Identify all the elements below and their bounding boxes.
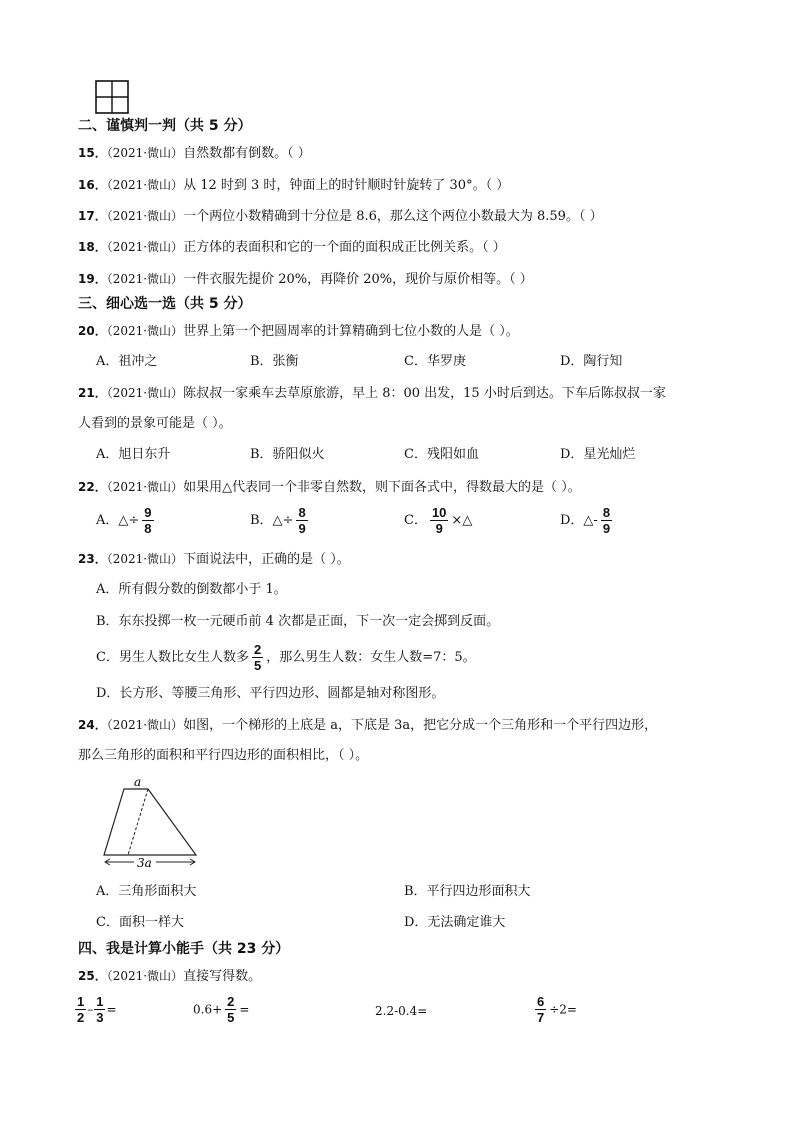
fraction: [225, 994, 236, 1025]
numerator: 2: [253, 642, 262, 657]
question-24: [78, 715, 657, 735]
question-text: 一件衣服先提价 20%，再降价 20%，现价与原价相等。（ ）: [183, 272, 533, 287]
q23-option-a[interactable]: A．所有假分数的倒数都小于 1。: [96, 582, 287, 597]
question-text: 如果用△代表同一个非零自然数，则下面各式中，得数最大的是（ ）。: [183, 480, 581, 495]
q21-option-a[interactable]: A．旭日东升: [96, 447, 171, 462]
q23-option-b[interactable]: B．东东投掷一枚一元硬币前 4 次都是正面，下一次一定会掷到反面。: [96, 614, 500, 629]
question-number: 22．: [78, 480, 107, 494]
denominator: 8: [144, 521, 152, 536]
denominator: 3: [96, 1010, 104, 1025]
q20-option-b[interactable]: B．张衡: [250, 354, 299, 369]
q21-option-b[interactable]: B．骄阳似火: [250, 447, 325, 462]
trapezoid-figure: [98, 775, 208, 875]
fraction: [94, 994, 105, 1025]
calc-item-3: 2.2-0.4=: [375, 1004, 428, 1018]
question-23: [78, 549, 350, 569]
question-text: 直接写得数。: [183, 969, 262, 984]
expr-suffix: ÷2=: [549, 1002, 577, 1017]
fraction: [142, 505, 153, 536]
numerator: 1: [77, 994, 85, 1009]
numerator: 6: [537, 994, 545, 1009]
q21-option-c[interactable]: C．残阳如血: [404, 447, 479, 462]
question-15: [78, 143, 311, 163]
equals-sign: =: [239, 1002, 250, 1017]
trapezoid-shape: [104, 789, 196, 855]
question-source: （2021·微山）: [106, 969, 184, 983]
question-19: [78, 269, 533, 289]
q22-option-b[interactable]: [250, 505, 311, 536]
question-source: （2021·微山）: [106, 178, 184, 192]
numerator: 1: [96, 994, 104, 1009]
question-number: 18．: [78, 240, 107, 254]
option-prefix: B．△÷: [250, 513, 294, 528]
question-text: 世界上第一个把圆周率的计算精确到七位小数的人是（ ）。: [183, 324, 519, 339]
equals-sign: =: [106, 1002, 117, 1017]
fraction: [296, 505, 307, 536]
fraction: [430, 505, 448, 536]
q24-option-d[interactable]: D．无法确定谁大: [404, 915, 506, 930]
section-heading-3: 三、细心选一选（共 5 分）: [78, 296, 252, 312]
q22-option-c[interactable]: [404, 505, 472, 536]
q21-option-d[interactable]: D．星光灿烂: [560, 447, 636, 462]
option-prefix: A．△÷: [96, 513, 140, 528]
denominator: 9: [602, 521, 611, 536]
question-number: 24．: [78, 718, 107, 732]
question-17: [78, 206, 603, 226]
question-24-continued: 那么三角形的面积和平行四边形的面积相比，（ ）。: [78, 748, 369, 763]
label-bottom-3a: 3a: [137, 856, 152, 870]
q20-option-a[interactable]: A．祖冲之: [96, 354, 158, 369]
question-number: 17．: [78, 209, 107, 223]
q24-option-b[interactable]: B．平行四边形面积大: [404, 884, 531, 899]
numerator: 8: [602, 505, 611, 520]
option-prefix: C．男生人数比女生人数多: [96, 650, 249, 665]
q23-option-c[interactable]: [96, 642, 476, 673]
question-number: 19．: [78, 272, 107, 286]
grid-box-icon: [95, 80, 129, 114]
question-source: （2021·微山）: [106, 480, 184, 494]
denominator: 9: [435, 521, 443, 536]
question-source: （2021·微山）: [106, 552, 184, 566]
option-prefix: C．: [404, 513, 427, 528]
denominator: 2: [77, 1010, 85, 1025]
question-number: 20．: [78, 324, 107, 338]
question-source: （2021·微山）: [106, 324, 184, 338]
option-suffix: ×△: [451, 513, 473, 528]
question-text: 陈叔叔一家乘车去草原旅游，早上 8：00 出发，15 小时后到达。下车后陈叔叔一家: [183, 386, 666, 401]
calc-item-4: [532, 994, 577, 1025]
section-heading-2: 二、谨慎判一判（共 5 分）: [78, 118, 252, 134]
question-16: [78, 175, 509, 195]
question-text: 如图，一个梯形的上底是 a，下底是 3a，把它分成一个三角形和一个平行四边形，: [183, 718, 658, 733]
question-source: （2021·微山）: [106, 386, 184, 400]
fraction: [535, 994, 546, 1025]
question-21: [78, 383, 666, 403]
fraction: [75, 994, 86, 1025]
q22-option-a[interactable]: [96, 505, 157, 536]
q24-option-c[interactable]: C．面积一样大: [96, 915, 184, 930]
question-source: （2021·微山）: [106, 240, 184, 254]
calc-item-2: [193, 994, 249, 1025]
expr-prefix: 0.6+: [193, 1002, 223, 1017]
option-prefix: D．△-: [560, 513, 598, 528]
numerator: 2: [227, 994, 235, 1009]
question-source: （2021·微山）: [106, 209, 184, 223]
question-20: [78, 321, 519, 341]
denominator: 5: [253, 658, 262, 673]
question-source: （2021·微山）: [106, 718, 184, 732]
question-text: 下面说法中，正确的是（ ）。: [183, 552, 350, 567]
numerator: 9: [144, 505, 152, 520]
question-source: （2021·微山）: [106, 146, 184, 160]
section-heading-4: 四、我是计算小能手（共 23 分）: [78, 941, 290, 957]
q20-option-c[interactable]: C．华罗庚: [404, 354, 466, 369]
denominator: 7: [537, 1010, 545, 1025]
minus-sign: –: [87, 1002, 94, 1017]
question-text: 从 12 时到 3 时，钟面上的时针顺时针旋转了 30°。（ ）: [183, 178, 510, 193]
label-top-a: a: [134, 775, 142, 789]
numerator: 10: [431, 505, 447, 520]
question-22: [78, 477, 581, 497]
q23-option-d[interactable]: D．长方形、等腰三角形、平行四边形、圆都是轴对称图形。: [96, 686, 445, 701]
fraction: [252, 642, 263, 673]
question-18: [78, 237, 506, 257]
q20-option-d[interactable]: D．陶行知: [560, 354, 623, 369]
denominator: 5: [227, 1010, 235, 1025]
question-number: 16．: [78, 178, 107, 192]
question-number: 23．: [78, 552, 107, 566]
question-text: 正方体的表面积和它的一个面的面积成正比例关系。（ ）: [183, 240, 506, 255]
question-text: 自然数都有倒数。（ ）: [183, 146, 311, 161]
question-number: 15．: [78, 146, 107, 160]
q24-option-a[interactable]: A．三角形面积大: [96, 884, 197, 899]
question-21-continued: 人看到的景象可能是（ ）。: [78, 416, 232, 431]
question-text: 一个两位小数精确到十分位是 8.6，那么这个两位小数最大为 8.59。（ ）: [183, 209, 603, 224]
numerator: 8: [298, 505, 306, 520]
dashed-split-line: [128, 789, 148, 855]
question-number: 25．: [78, 969, 107, 983]
question-25: [78, 966, 261, 986]
fraction: [601, 505, 612, 536]
question-source: （2021·微山）: [106, 272, 184, 286]
calc-item-1: [74, 994, 117, 1025]
option-suffix: ，那么男生人数：女生人数=7：5。: [266, 650, 476, 665]
question-number: 21．: [78, 386, 107, 400]
q22-option-d[interactable]: [560, 505, 615, 536]
denominator: 9: [298, 521, 306, 536]
